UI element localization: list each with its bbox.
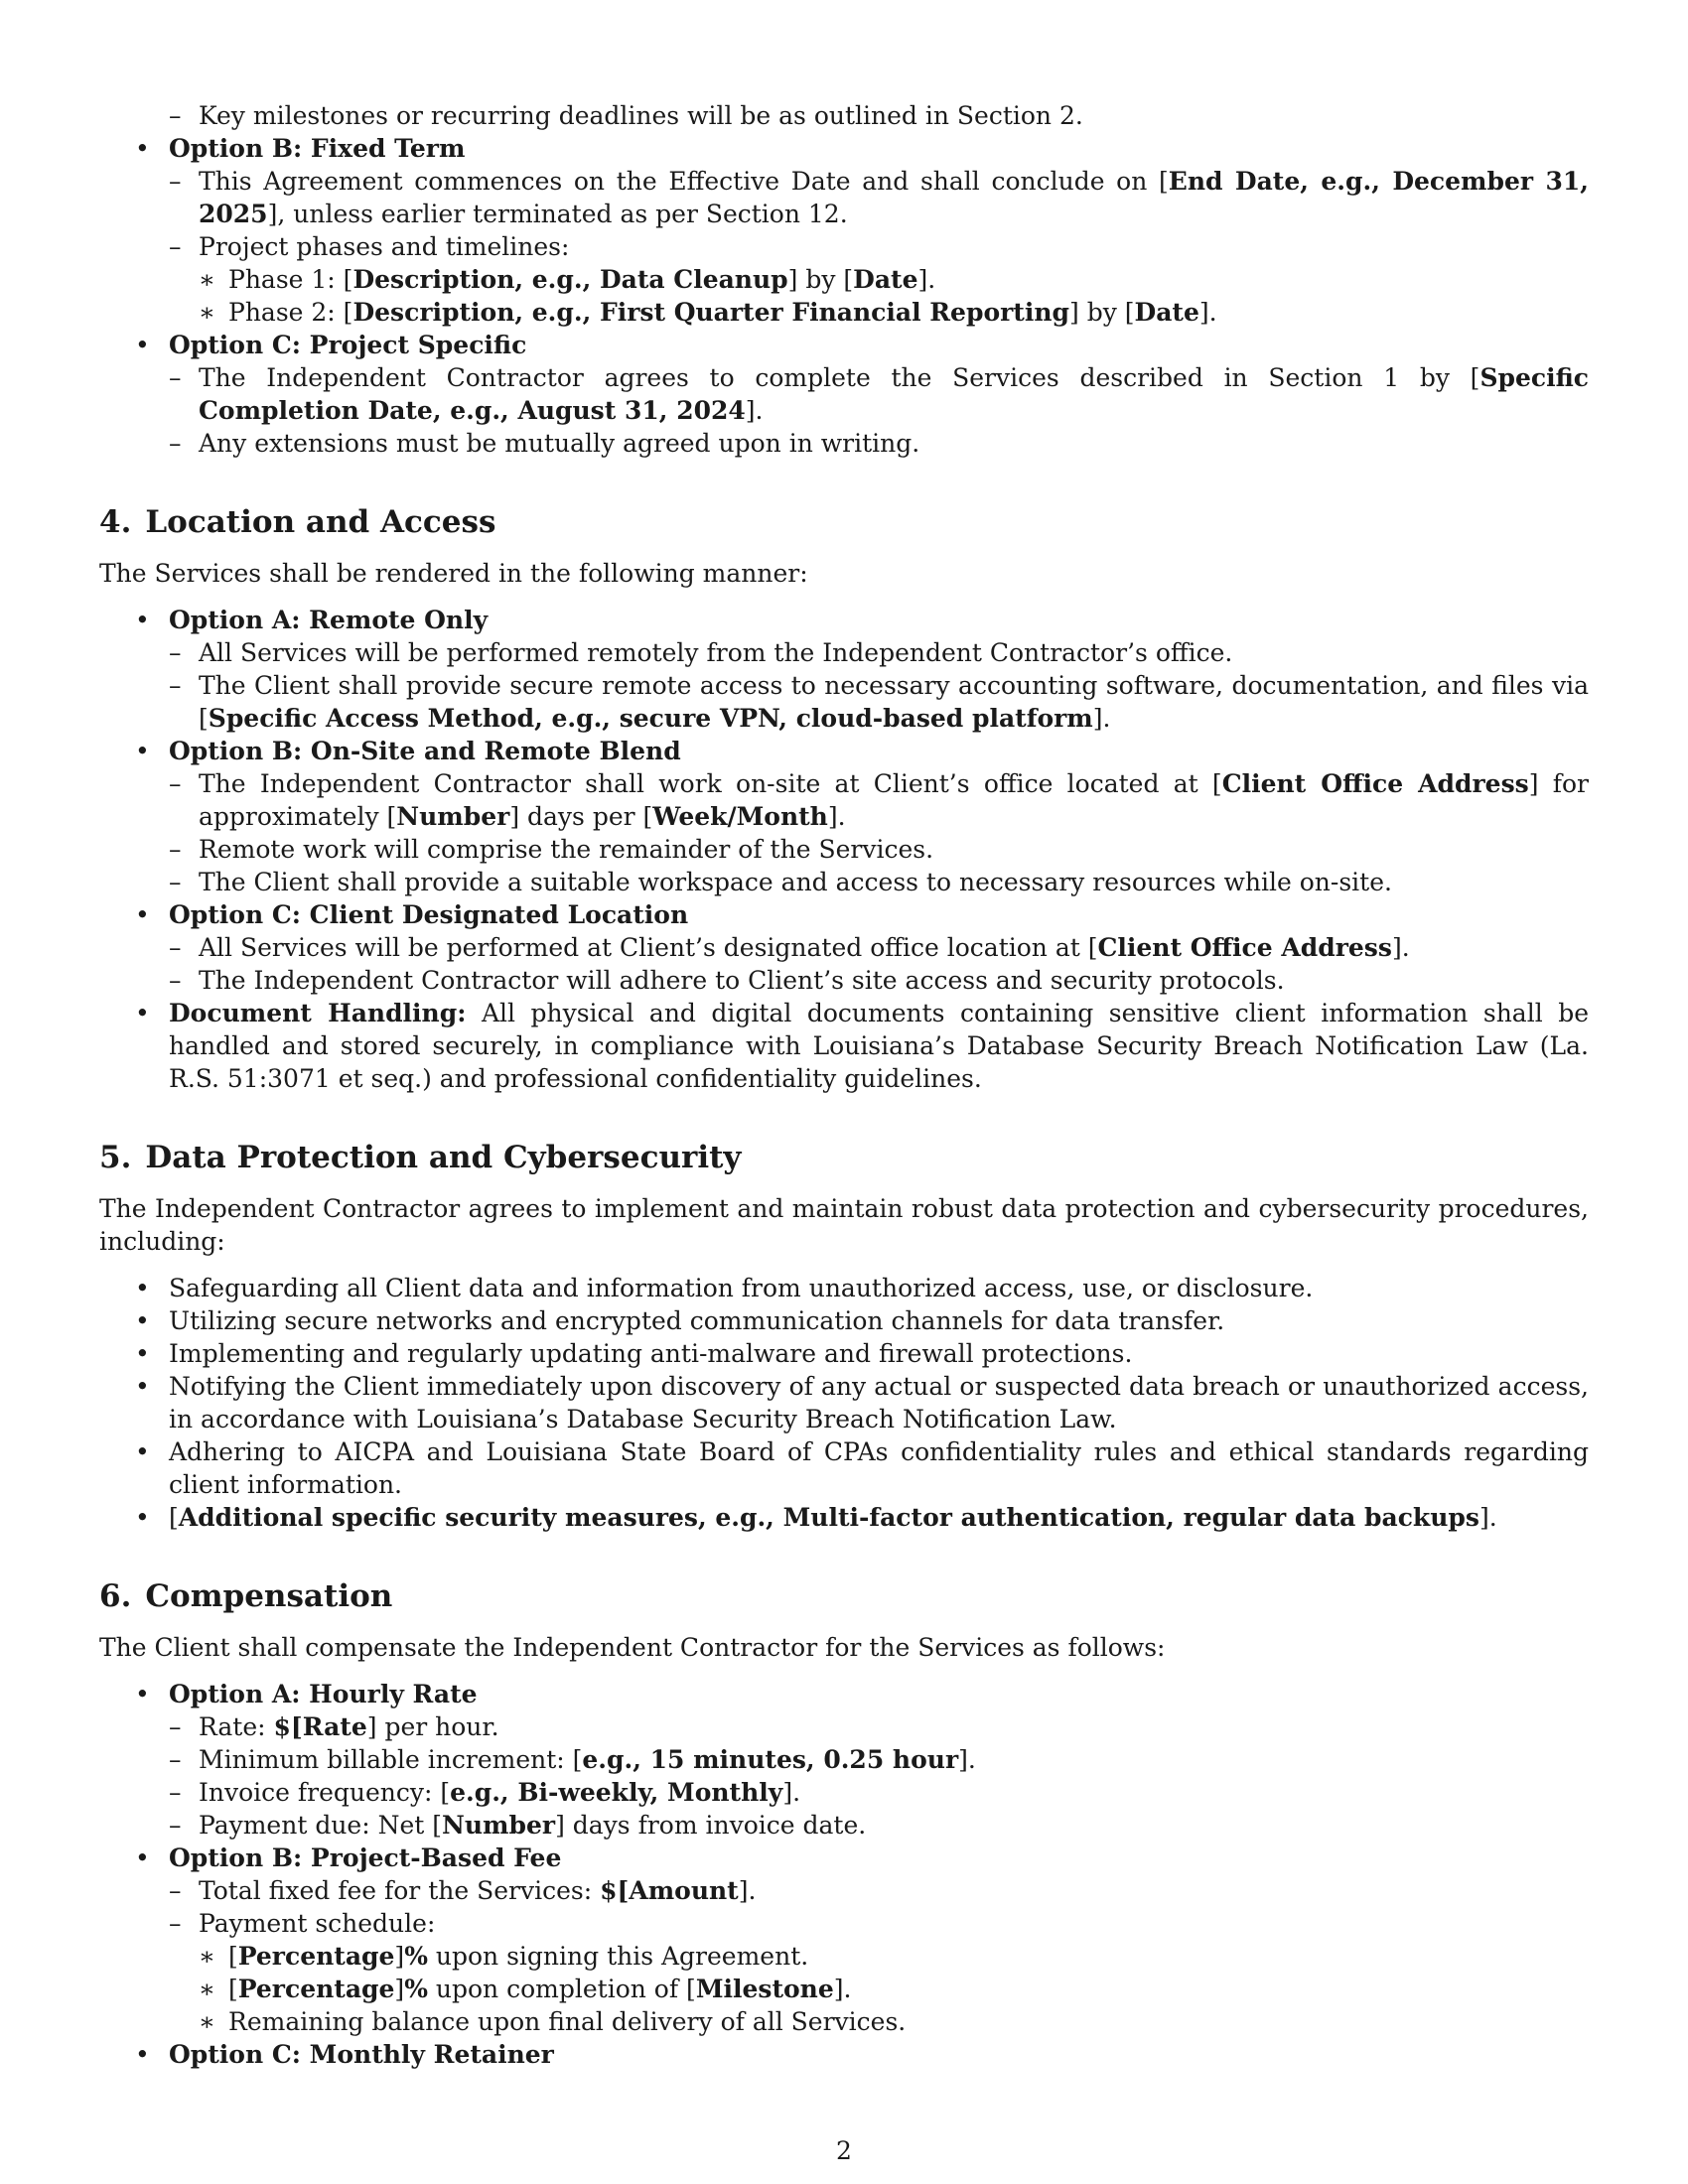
option-b-subitems [169,1874,1589,2038]
section-6-heading: 6. Compensation [99,1578,393,1614]
section-4-option-c [99,898,1589,997]
option-a-subitems [169,99,1589,132]
option-title: Option A: Remote Only [169,606,489,634]
section-4-intro: The Services shall be rendered in the following manner: [99,559,808,588]
option-c-subitems [169,931,1589,997]
list-item: • Implementing and regularly updating anti-malware and firewall protections. [99,1337,1589,1370]
section-5-heading: 5. Data Protection and Cybersecurity [99,1140,742,1175]
list-item: • Notifying the Client immediately upon discovery of any actual or suspected data breach or unauthorized access, in accordance with Louisiana’s Database Security Breach Notification Law. [99,1370,1589,1435]
option-title: Option C: Monthly Retainer [169,2040,554,2069]
option-title: Option C: Project Specific [169,331,527,359]
section-4-heading: 4. Location and Access [99,504,496,540]
list-item: – Invoice frequency: [e.g., Bi-weekly, Monthly]. [169,1776,1589,1809]
option-title: Option C: Client Designated Location [169,900,689,929]
list-item: – The Client shall provide a suitable workspace and access to necessary resources while on-site. [169,866,1589,898]
section-4-option-a [99,604,1589,735]
document-body [99,99,1589,2071]
section-6-option-c [99,2038,1589,2071]
document-handling-item: • Document Handling: All physical and digital documents containing sensitive client information shall be handled and stored securely, in compliance with Louisiana’s Database Security Breach Notification Law (La. R.S. 51:3071 et seq.) and professional confidentiality guidelines. [99,997,1589,1095]
section-6-options [99,1678,1589,2071]
list-item: – Remote work will comprise the remainder of the Services. [169,833,1589,866]
list-item: – Payment schedule: ∗ [Percentage]% upon signing this Agreement. ∗ [Percentage]% upon completion of [Milestone]. ∗ Remaining balance upon final delivery of all Services. [169,1907,1589,2038]
list-item: – All Services will be performed at Client’s designated office location at [Client Office Address]. [169,931,1589,964]
section-5-list [99,1272,1589,1534]
list-item: – All Services will be performed remotely from the Independent Contractor’s office. [169,636,1589,669]
section-4-option-b [99,735,1589,898]
section-3-option-a-tail [99,99,1589,132]
list-item: – Any extensions must be mutually agreed upon in writing. [169,427,1589,460]
list-item: – Total fixed fee for the Services: $[Amount]. [169,1874,1589,1907]
schedule-item: ∗ Remaining balance upon final delivery of all Services. [199,2005,1589,2038]
list-item: • [Additional specific security measures, e.g., Multi-factor authentication, regular data backups]. [99,1501,1589,1534]
section-6-option-b [99,1842,1589,2038]
section-3-options [99,99,1589,460]
option-a-subitems [169,636,1589,735]
schedule-item: ∗ [Percentage]% upon completion of [Milestone]. [199,1973,1589,2005]
option-title: Option A: Hourly Rate [169,1680,478,1708]
list-item: • Safeguarding all Client data and information from unauthorized access, use, or disclosure. [99,1272,1589,1304]
payment-schedule-list [199,1940,1589,2038]
option-b-subitems [169,767,1589,898]
section-6-intro: The Client shall compensate the Independent Contractor for the Services as follows: [99,1633,1166,1662]
section-3-option-b [99,132,1589,329]
option-title: Option B: Fixed Term [169,134,466,163]
section-4-options [99,604,1589,1095]
list-item: – The Independent Contractor agrees to complete the Services described in Section 1 by [Specific Completion Date, e.g., August 31, 2024]. [169,361,1589,427]
section-3-option-c [99,329,1589,460]
list-item: – Rate: $[Rate] per hour. [169,1710,1589,1743]
list-item: – Payment due: Net [Number] days from invoice date. [169,1809,1589,1842]
page-number: 2 [836,2136,852,2165]
section-6-option-a [99,1678,1589,1842]
section-5-intro: The Independent Contractor agrees to implement and maintain robust data protection and cybersecurity procedures, including: [99,1194,1589,1256]
list-item: – The Independent Contractor will adhere to Client’s site access and security protocols. [169,964,1589,997]
list-item: – Minimum billable increment: [e.g., 15 minutes, 0.25 hour]. [169,1743,1589,1776]
list-item: – This Agreement commences on the Effective Date and shall conclude on [End Date, e.g., December 31, 2025], unless earlier terminated as per Section 12. [169,165,1589,230]
option-c-subitems [169,361,1589,460]
phase-2-item: ∗ Phase 2: [Description, e.g., First Quarter Financial Reporting] by [Date]. [199,296,1589,329]
list-item: • Utilizing secure networks and encrypted communication channels for data transfer. [99,1304,1589,1337]
list-item: – Project phases and timelines: ∗ Phase 1: [Description, e.g., Data Cleanup] by [Date]. ∗ Phase 2: [Description, e.g., First Quarter Financial Reporting] by [Date]. [169,230,1589,329]
option-title: Option B: Project-Based Fee [169,1843,562,1872]
phase-1-item: ∗ Phase 1: [Description, e.g., Data Cleanup] by [Date]. [199,263,1589,296]
option-b-subitems [169,165,1589,329]
option-a-subitems [169,1710,1589,1842]
list-item: • Adhering to AICPA and Louisiana State Board of CPAs confidentiality rules and ethical standards regarding client information. [99,1435,1589,1501]
schedule-item: ∗ [Percentage]% upon signing this Agreement. [199,1940,1589,1973]
list-item: – The Independent Contractor shall work on-site at Client’s office located at [Client Office Address] for approximately [Number] days per [Week/Month]. [169,767,1589,833]
option-title: Option B: On-Site and Remote Blend [169,737,681,765]
list-item: – Key milestones or recurring deadlines will be as outlined in Section 2. [169,99,1589,132]
list-item: – The Client shall provide secure remote access to necessary accounting software, documentation, and files via [Specific Access Method, e.g., secure VPN, cloud-based platform]. [169,669,1589,735]
phase-list [199,263,1589,329]
